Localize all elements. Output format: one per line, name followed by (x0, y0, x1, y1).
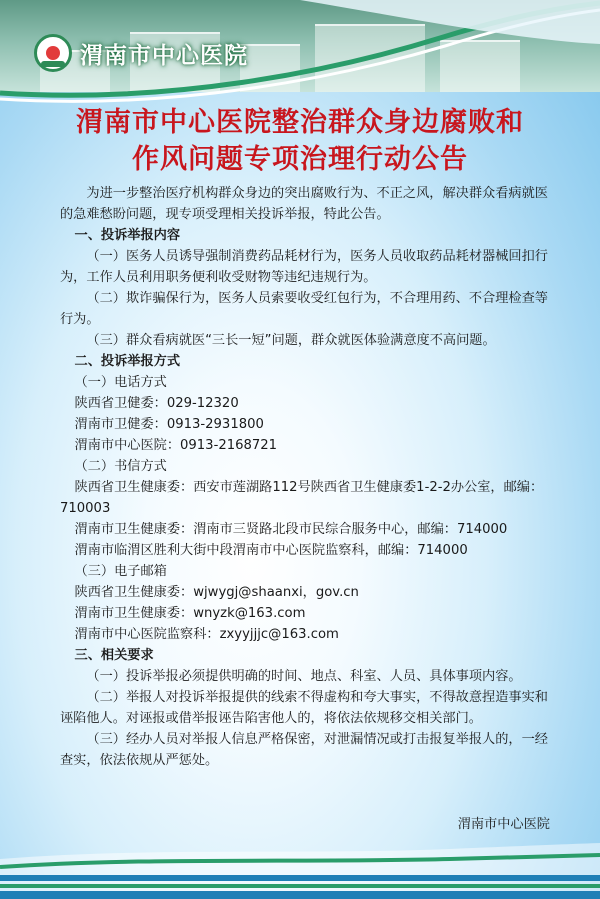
section-1-item: （三）群众看病就医“三长一短”问题，群众就医体验满意度不高问题。 (86, 333, 496, 348)
footer-wave-decoration (0, 829, 600, 899)
section-2-heading: 二、投诉举报方式 (74, 354, 181, 369)
letter-line: 渭南市卫生健康委：渭南市三贤路北段市民综合服务中心，邮编：714000 (74, 522, 508, 537)
phone-line: 陕西省卫健委：029-12320 (74, 396, 239, 411)
section-1-item: （一）医务人员诱导强制消费药品耗材行为，医务人员收取药品耗材器械回扣行为，工作人员利用职务便利收受财物等违纪违规行为。 (60, 249, 548, 285)
email-line: 渭南市中心医院监察科：zxyyjjjc@163.com (74, 627, 339, 642)
title-line-2: 作风问题专项治理行动公告 (132, 144, 468, 175)
section-1-heading: 一、投诉举报内容 (74, 228, 181, 243)
email-line: 陕西省卫生健康委：wjwygj@shaanxi，gov.cn (74, 585, 359, 600)
email-line: 渭南市卫生健康委：wnyzk@163.com (74, 606, 306, 621)
header-brand (34, 34, 248, 72)
section-3-item: （一）投诉举报必须提供明确的时间、地点、科室、人员、具体事项内容。 (86, 669, 522, 684)
phone-label: （一）电话方式 (74, 375, 167, 390)
phone-line: 渭南市卫健委：0913-2931800 (74, 417, 264, 432)
page-title (0, 104, 600, 178)
intro-paragraph: 为进一步整治医疗机构群众身边的突出腐败行为、不正之风，解决群众看病就医的急难愁盼问题，现专项受理相关投诉举报，特此公告。 (60, 186, 548, 222)
section-3-item: （三）经办人员对举报人信息严格保密，对泄漏情况或打击报复举报人的，一经查实，依法依规从严惩处。 (60, 732, 548, 768)
notice-body (60, 183, 557, 771)
email-label: （三）电子邮箱 (74, 564, 167, 579)
title-line-1: 渭南市中心医院整治群众身边腐败和 (76, 107, 524, 138)
letter-label: （二）书信方式 (74, 459, 167, 474)
hospital-emblem-icon (34, 34, 72, 72)
section-3-heading: 三、相关要求 (74, 648, 154, 663)
phone-line: 渭南市中心医院：0913-2168721 (74, 438, 278, 453)
signature: 渭南市中心医院 (457, 817, 550, 832)
letter-line: 渭南市临渭区胜利大街中段渭南市中心医院监察科，邮编：714000 (74, 543, 468, 558)
section-3-item: （二）举报人对投诉举报提供的线索不得虚构和夸大事实，不得故意捏造事实和诬陷他人。对诬报或借举报诬告陷害他人的，将依法依规移交相关部门。 (60, 690, 548, 726)
letter-line: 陕西省卫生健康委：西安市莲湖路112号陕西省卫生健康委1-2-2办公室，邮编：710003 (60, 480, 544, 516)
section-1-item: （二）欺诈骗保行为，医务人员索要收受红包行为，不合理用药、不合理检查等行为。 (60, 291, 548, 327)
hospital-name: 渭南市中心医院 (80, 41, 248, 69)
